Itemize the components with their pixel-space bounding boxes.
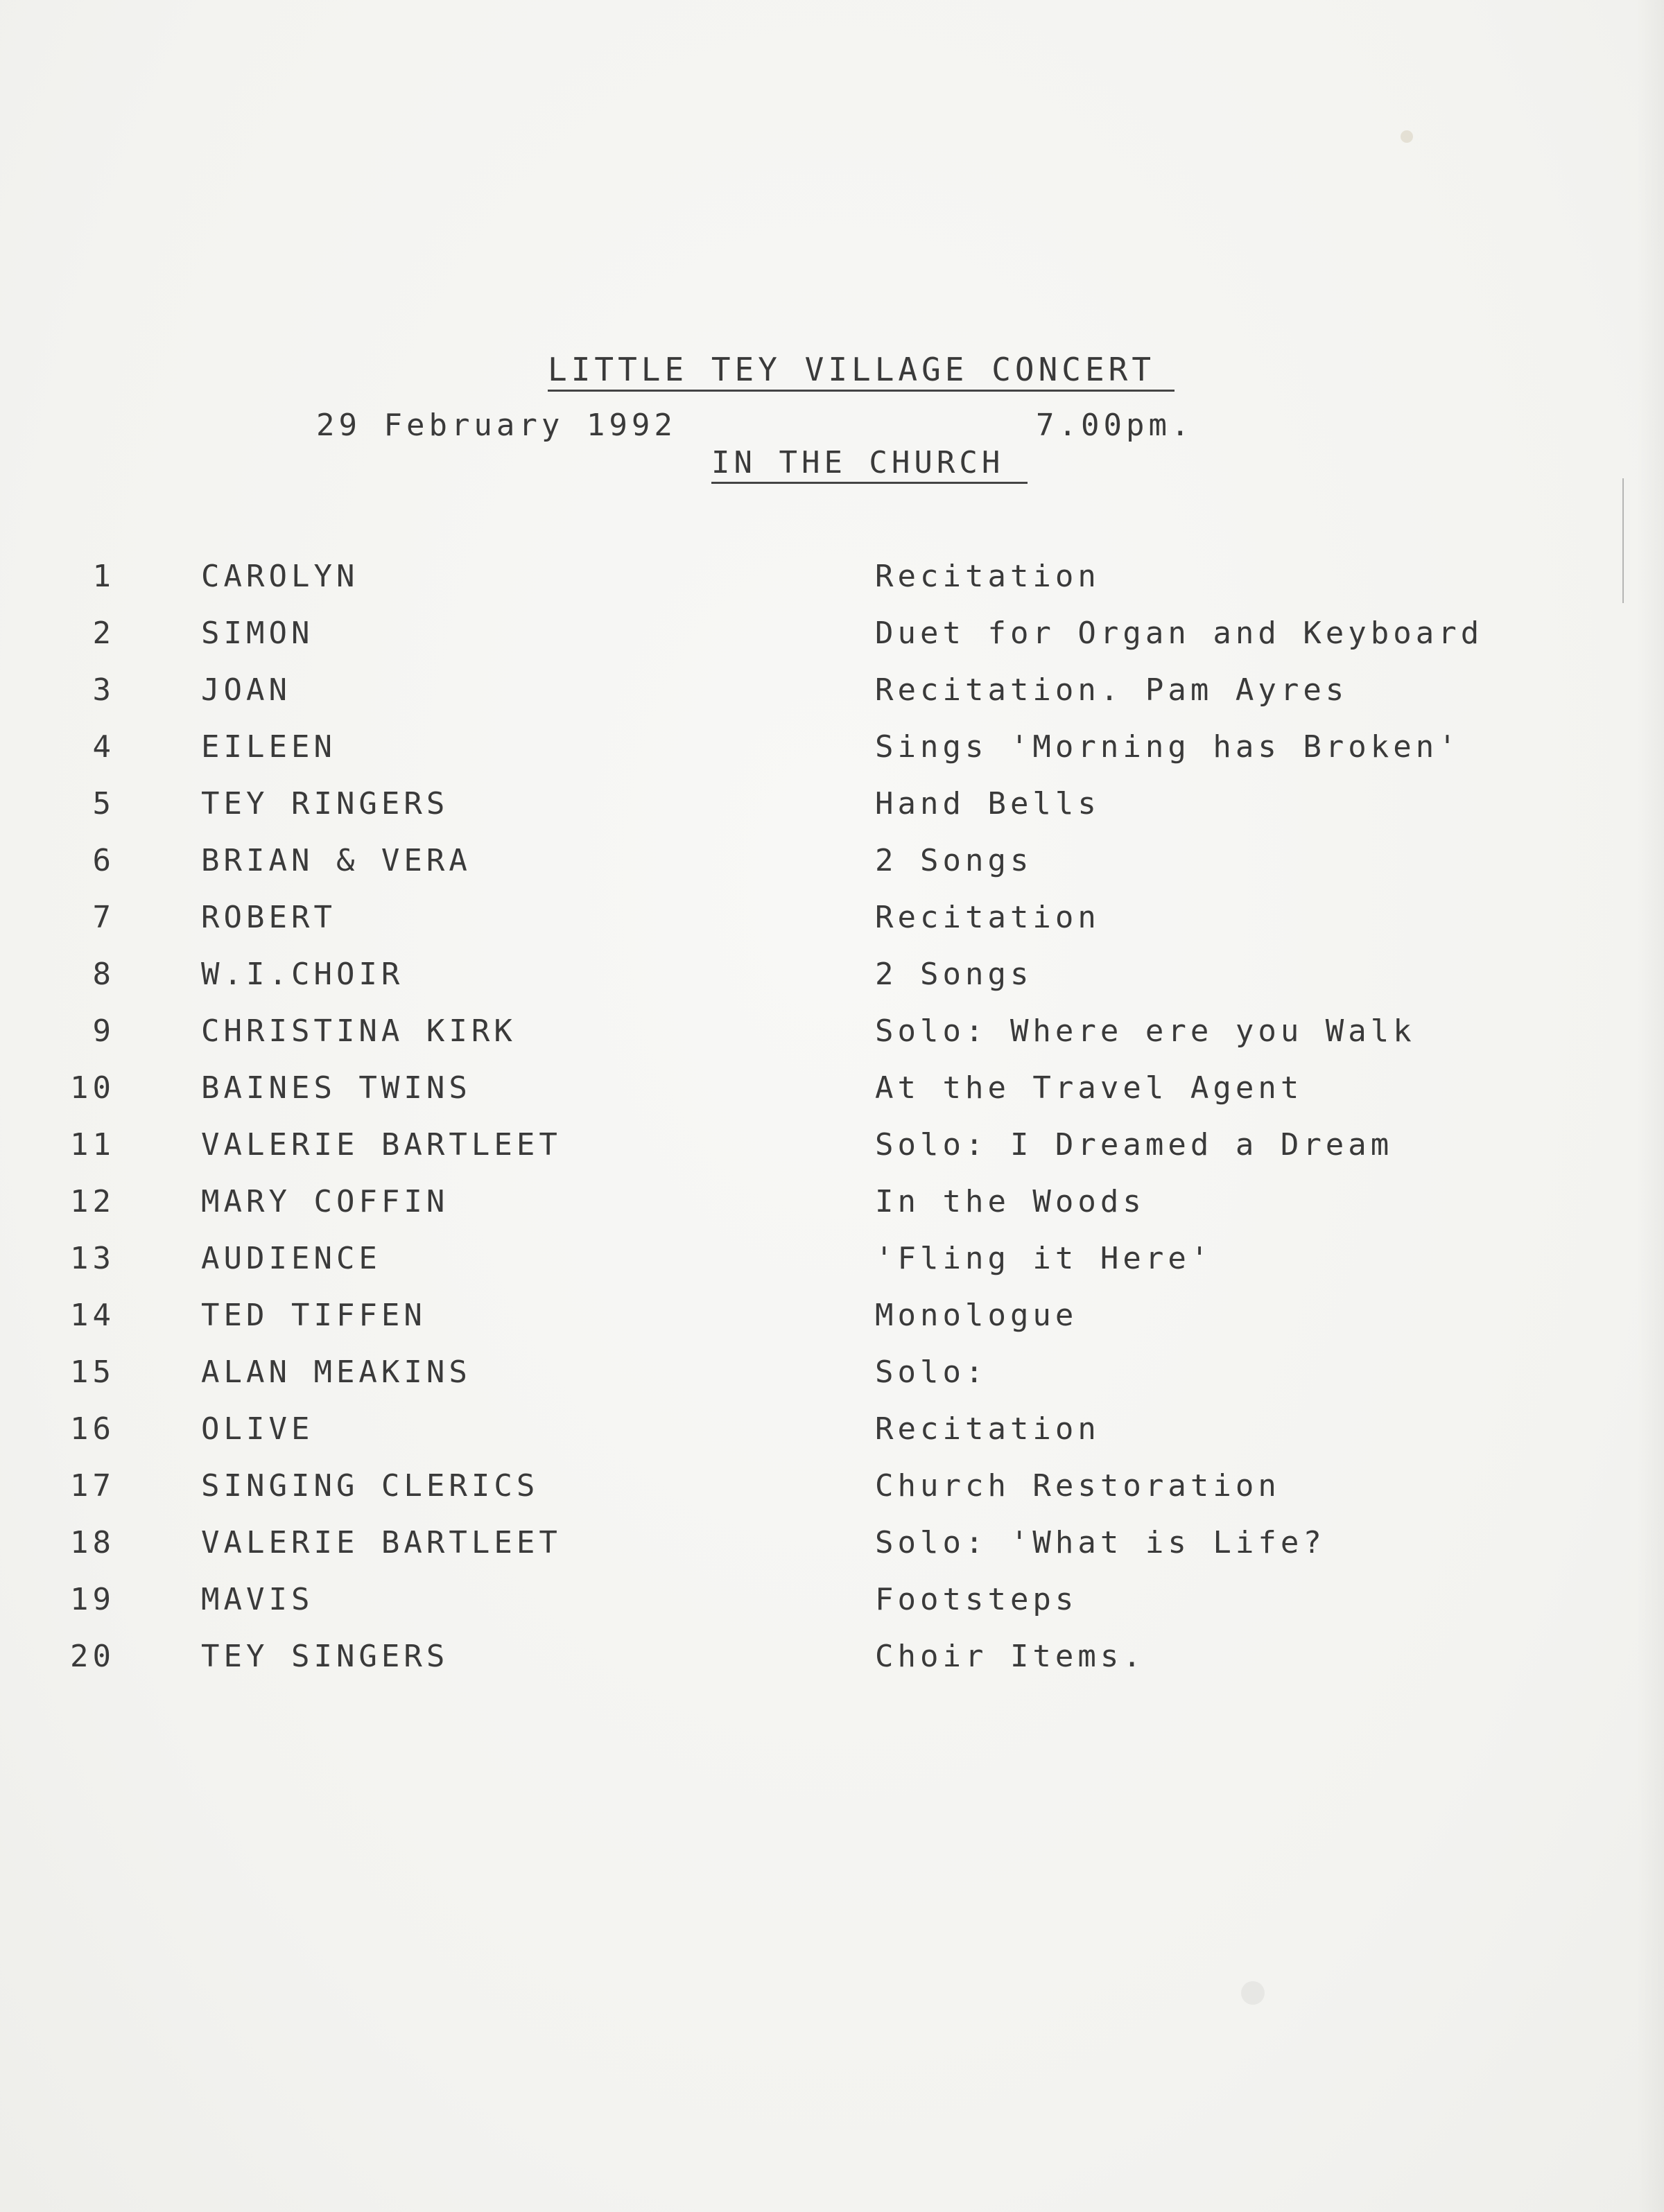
performance-item: Monologue [875,1298,1078,1333]
performance-item: Recitation. Pam Ayres [875,672,1349,708]
row-number: 8 [92,957,115,992]
row-number: 19 [70,1582,115,1617]
performance-item: Recitation [875,559,1100,594]
programme-row [0,1184,1664,1233]
performance-item: In the Woods [875,1184,1145,1219]
programme-row [0,786,1664,835]
row-number: 6 [92,843,115,878]
concert-title: LITTLE TEY VILLAGE CONCERT [548,351,1175,392]
performer-name: ALAN MEAKINS [201,1355,471,1390]
performer-name: ROBERT [201,900,336,935]
programme-row [0,900,1664,948]
paper-spot [1401,130,1413,143]
programme-row [0,843,1664,891]
programme-row [0,1525,1664,1574]
row-number: 10 [70,1070,115,1106]
programme-row [0,672,1664,721]
performance-item: Recitation [875,900,1100,935]
row-number: 11 [70,1127,115,1162]
paper-spot [1241,1981,1265,2005]
row-number: 17 [70,1468,115,1504]
programme-row [0,1127,1664,1176]
performer-name: MARY COFFIN [201,1184,449,1219]
performance-item: Recitation [875,1411,1100,1447]
performance-item: Solo: 'What is Life? [875,1525,1326,1560]
concert-time: 7.00pm. [1036,408,1194,443]
performance-item: Solo: I Dreamed a Dream [875,1127,1394,1162]
performer-name: TEY RINGERS [201,786,449,821]
programme-row [0,1639,1664,1687]
performer-name: OLIVE [201,1411,314,1447]
performer-name: MAVIS [201,1582,314,1617]
row-number: 12 [70,1184,115,1219]
programme-row [0,1411,1664,1460]
performance-item: 'Fling it Here' [875,1241,1213,1276]
programme-row [0,957,1664,1005]
row-number: 13 [70,1241,115,1276]
performance-item: Church Restoration [875,1468,1281,1504]
row-number: 18 [70,1525,115,1560]
row-number: 5 [92,786,115,821]
performer-name: AUDIENCE [201,1241,381,1276]
row-number: 2 [92,616,115,651]
row-number: 14 [70,1298,115,1333]
programme-row [0,1241,1664,1289]
performance-item: 2 Songs [875,843,1033,878]
programme-row [0,1298,1664,1346]
row-number: 9 [92,1013,115,1049]
performer-name: CHRISTINA KIRK [201,1013,517,1049]
programme-row [0,616,1664,664]
performance-item: 2 Songs [875,957,1033,992]
programme-row [0,1582,1664,1630]
performer-name: EILEEN [201,729,336,765]
programme-row [0,1355,1664,1403]
performer-name: VALERIE BARTLEET [201,1525,562,1560]
performer-name: CAROLYN [201,559,359,594]
performer-name: SIMON [201,616,314,651]
programme-row [0,559,1664,607]
performance-item: Hand Bells [875,786,1100,821]
performer-name: W.I.CHOIR [201,957,404,992]
performer-name: VALERIE BARTLEET [201,1127,562,1162]
row-number: 4 [92,729,115,765]
programme-row [0,729,1664,778]
programme-row [0,1013,1664,1062]
row-number: 20 [70,1639,115,1674]
performance-item: Solo: Where ere you Walk [875,1013,1416,1049]
row-number: 16 [70,1411,115,1447]
performance-item: At the Travel Agent [875,1070,1303,1106]
performer-name: SINGING CLERICS [201,1468,539,1504]
concert-venue: IN THE CHURCH [711,445,1028,484]
performance-item: Sings 'Morning has Broken' [875,729,1461,765]
performance-item: Choir Items. [875,1639,1145,1674]
row-number: 7 [92,900,115,935]
performer-name: BRIAN & VERA [201,843,471,878]
performance-item: Footsteps [875,1582,1078,1617]
performer-name: JOAN [201,672,291,708]
programme-row [0,1468,1664,1517]
programme-row [0,1070,1664,1119]
performer-name: BAINES TWINS [201,1070,471,1106]
row-number: 1 [92,559,115,594]
row-number: 15 [70,1355,115,1390]
concert-date: 29 February 1992 [316,408,677,443]
row-number: 3 [92,672,115,708]
performer-name: TEY SINGERS [201,1639,449,1674]
performer-name: TED TIFFEN [201,1298,426,1333]
performance-item: Solo: [875,1355,988,1390]
performance-item: Duet for Organ and Keyboard [875,616,1484,651]
